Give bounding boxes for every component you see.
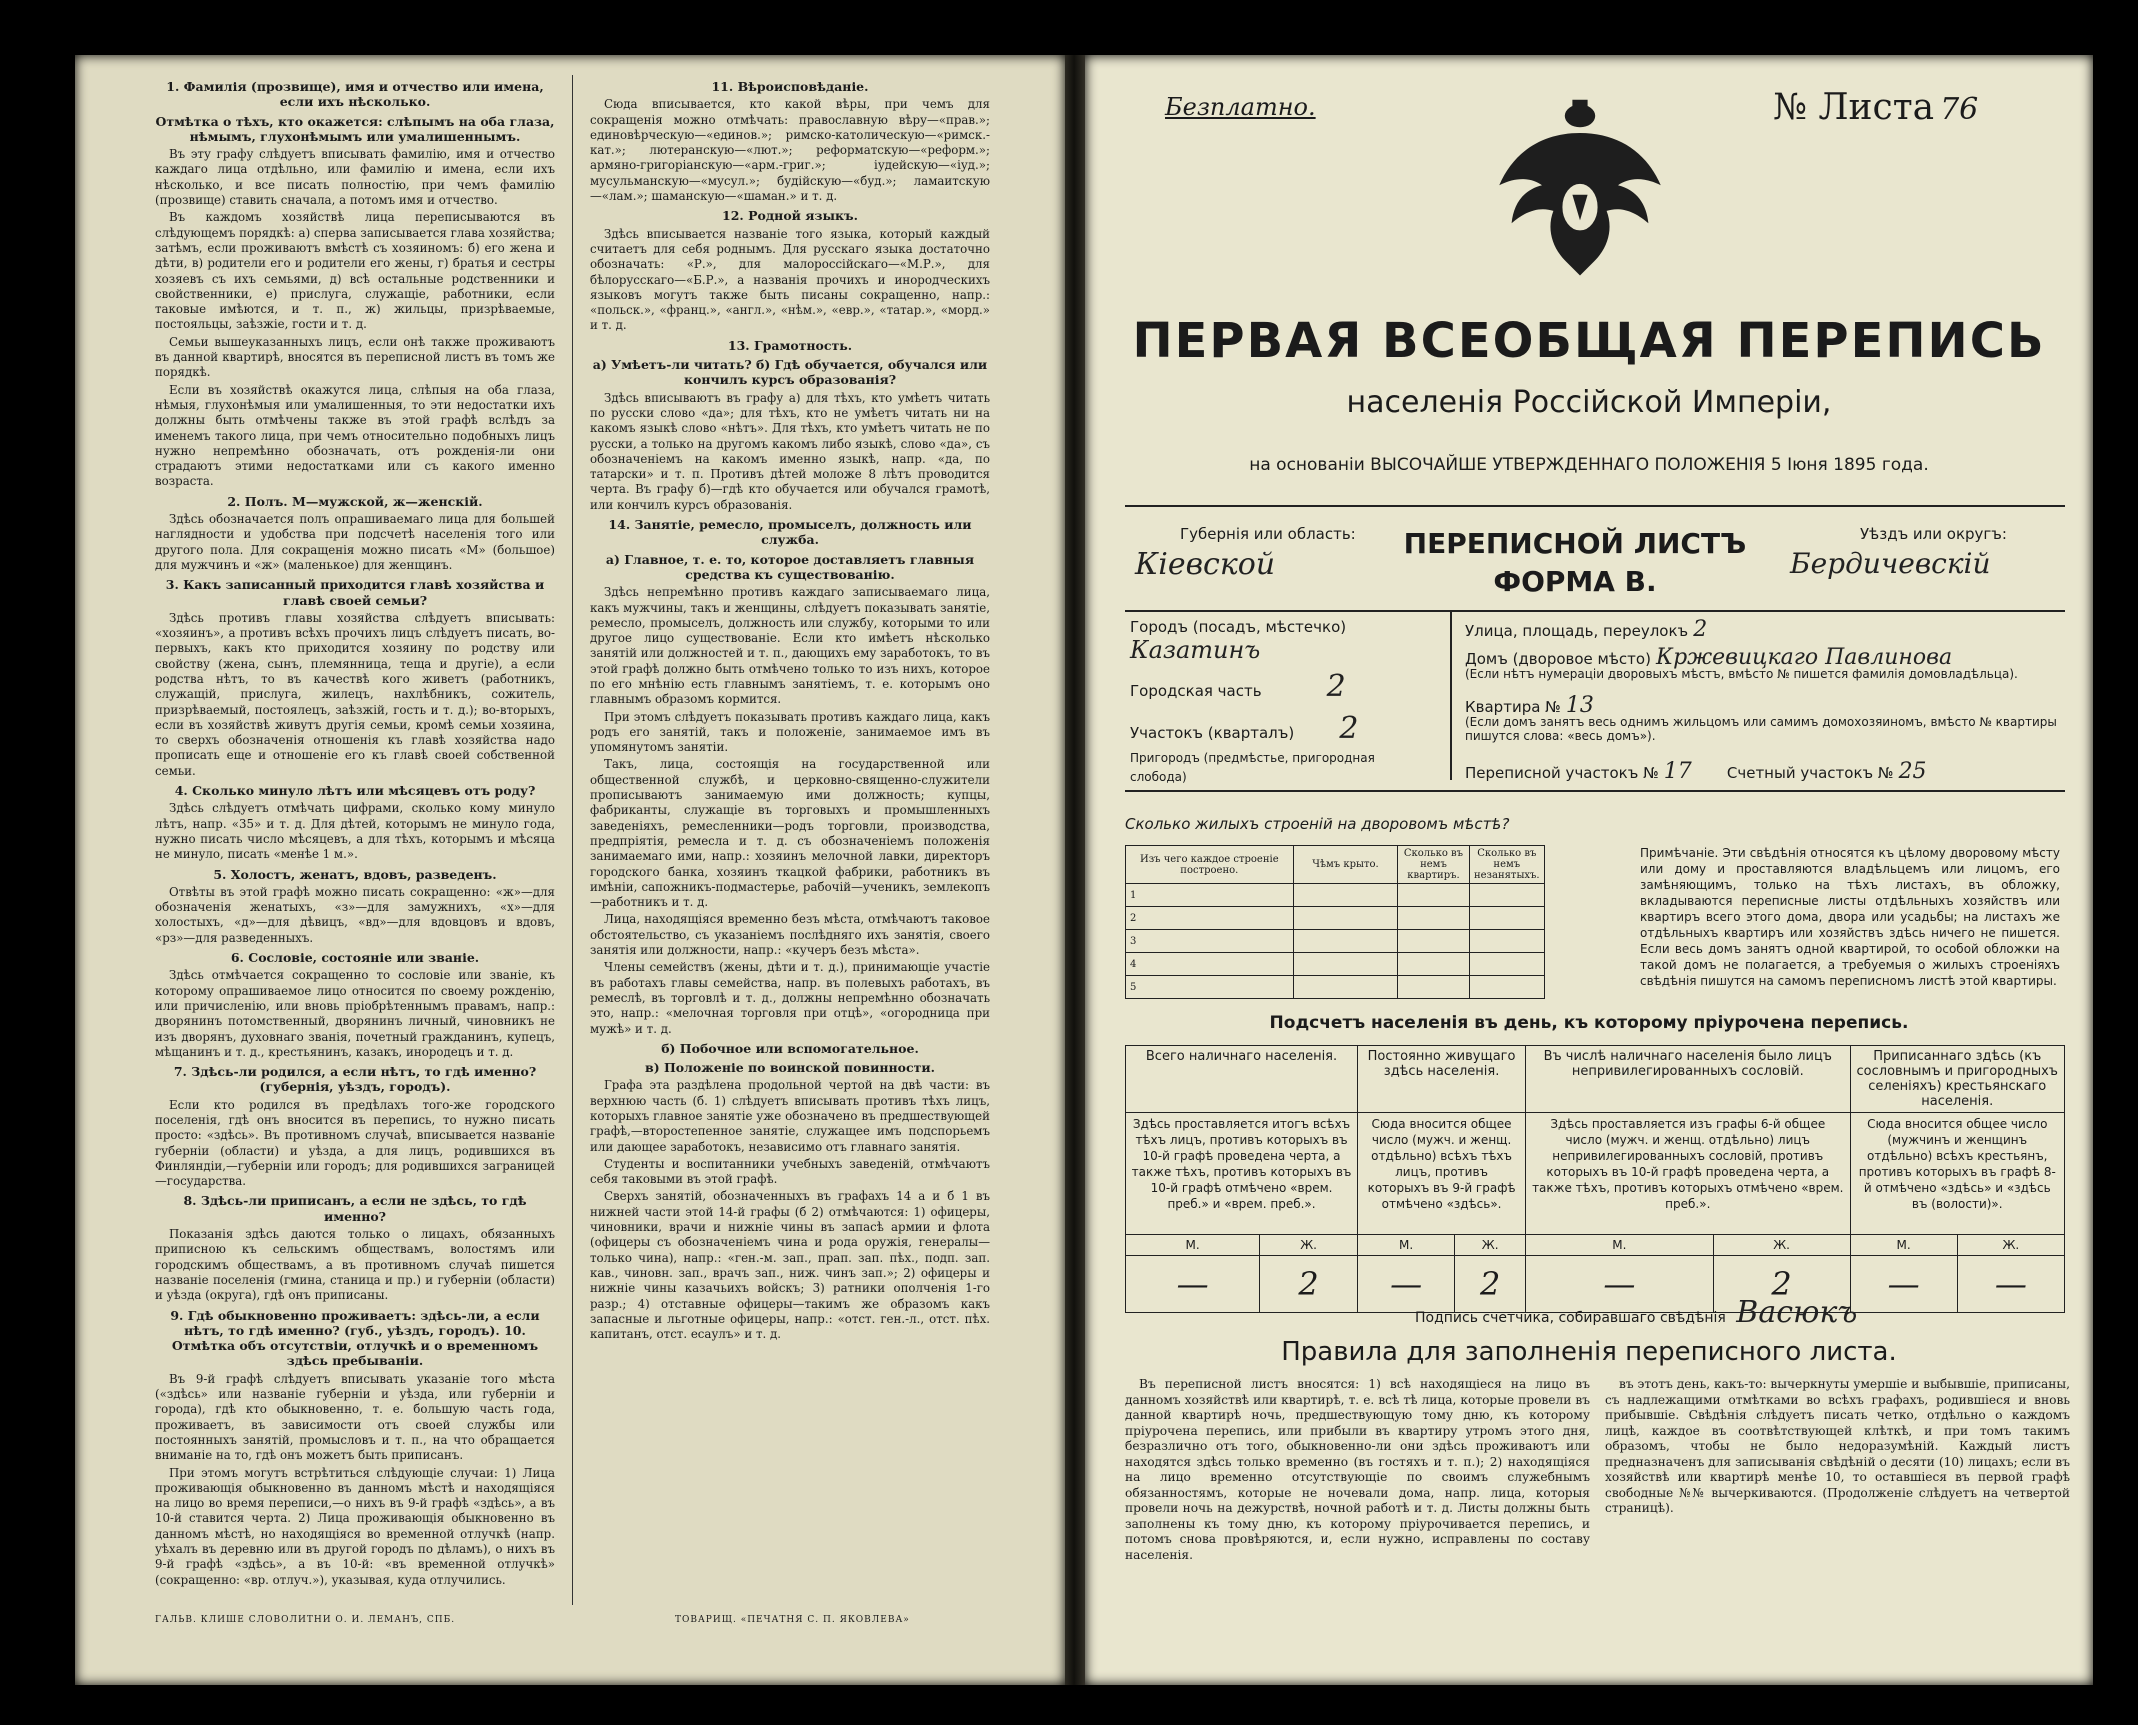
section-heading: 12. Родной языкъ. [722, 208, 858, 224]
paragraph: Въ каждомъ хозяйствѣ лица переписываются въ слѣдующемъ порядкѣ: а) сперва записывается глава хозяйства; затѣмъ, если проживаютъ вмѣстѣ съ хозяиномъ: б) его жена и дѣти, в) родители его и родители его жены, г) братья и сестры хозяевъ съ ихъ семьями, д) всѣ остальные родственники и свойственники, е) прислуга, служащіе, работники, если таковые имѣются, и т. п., ж) жильцы, призрѣваемые, постояльцы, заѣзжіе, гости и т. д. [155, 210, 555, 332]
census-basis: на основаніи ВЫСОЧАЙШЕ УТВЕРЖДЕННАГО ПОЛОЖЕНІЯ 5 Іюня 1895 года. [1249, 455, 1929, 475]
pop-header: Постоянно живущаго здѣсь населенія. [1358, 1046, 1526, 1113]
buildings-header: Изъ чего каждое строеніе построено. [1126, 846, 1294, 884]
buildings-header: Сколько въ немъ квартиръ. [1398, 846, 1469, 884]
gor-chast-label: Городская часть [1130, 682, 1262, 700]
pop-count-value: — [1126, 1256, 1260, 1313]
buildings-note: Примѣчаніе. Эти свѣдѣнія относятся къ цѣлому дворовому мѣсту или дому и проставляются владѣльцемъ или лицомъ, его замѣняющимъ, только на тѣхъ листахъ, въ обложку, вкладываются переписные листы отдѣльныхъ хозяйствъ или квартиръ всего этого дома, двора или усадьбы; на листахъ же отдѣльныхъ квартиръ или хозяйствъ здѣсь ничего не пишется. Если весь домъ занятъ одной квартирой, то особой обложки на такой домъ не полагается, а требуемыя о жилыхъ строеніяхъ свѣдѣнія пишутся на самомъ переписномъ листѣ этой квартиры. [1640, 846, 2060, 988]
section-heading: 1. Фамилія (прозвище), имя и отчество или имена, если ихъ нѣсколько. [166, 79, 544, 110]
buildings-row-number: 1 [1126, 884, 1294, 907]
signature-value: Васюкъ [1736, 1295, 1858, 1330]
location-left [1130, 617, 1430, 785]
buildings-cell [1469, 907, 1544, 930]
uchastok-value: 2 [1339, 711, 1359, 746]
buildings-row [1126, 953, 1545, 976]
buildings-cell [1293, 976, 1398, 999]
buildings-cell [1293, 953, 1398, 976]
section-heading: а) Умѣетъ-ли читать? б) Гдѣ обучается, обучался или кончилъ курсъ образованія? [592, 357, 988, 388]
section-heading: Отмѣтка о тѣхъ, кто окажется: слѣпымъ на оба глаза, нѣмымъ, глухонѣмымъ или умалишеннымъ. [155, 113, 555, 144]
dom-note: (Если нѣтъ нумераціи дворовыхъ мѣстъ, вмѣсто № пишется фамилія домовладѣльца). [1465, 667, 2018, 681]
paragraph: При этомъ слѣдуетъ показывать противъ каждаго лица, какъ родъ его занятій, такъ и положеніе, занимаемое имъ въ упомянутомъ занятіи. [590, 709, 990, 755]
form-title [1365, 525, 1785, 601]
left-page [75, 55, 1065, 1685]
perepis-uch-label: Переписной участокъ № [1465, 764, 1659, 782]
buildings-cell [1469, 953, 1544, 976]
uezd-label: Уѣздъ или округъ: [1860, 525, 2007, 543]
rules-column-1 [1125, 1377, 1590, 1563]
kvartira-label: Квартира № [1465, 698, 1561, 716]
free-label: Безплатно. [1165, 93, 1316, 121]
paragraph: Показанія здѣсь даются только о лицахъ, обязанныхъ приписною къ сельскимъ обществамъ, волостямъ или городскимъ обществамъ, а въ противномъ случаѣ пишется названіе поселенія (гмина, станица и пр.) и губерніи (области) и уѣзда (округа), гдѣ онъ приписаны. [155, 1227, 555, 1303]
pop-count-value: — [1526, 1256, 1714, 1313]
paragraph: Если кто родился въ предѣлахъ того-же городского поселенія, гдѣ онъ вносится въ перепись, то нужно писать просто: «здѣсь». Въ противномъ случаѣ, вписывается названіе губерніи (области) и уѣзда, а для лицъ, родившихся въ Финляндіи,—губерніи или городъ; для родившихся заграницей—государства. [155, 1097, 555, 1189]
section-heading: 9. Гдѣ обыкновенно проживаетъ: здѣсь-ли, а если нѣтъ, то гдѣ именно? (губ., уѣздъ, городъ). 10. Отмѣтка объ отсутствіи, отлучкѣ и о временномъ здѣсь пребываніи. [170, 1307, 540, 1369]
gorod-label: Городъ (посадъ, мѣстечко) [1130, 618, 1347, 636]
dom-value: Кржевицкаго Павлинова [1656, 645, 1953, 670]
section-heading: 3. Какъ записанный приходится главѣ хозяйства и главѣ своей семьи? [165, 577, 545, 608]
paragraph: Здѣсь слѣдуетъ отмѣчать цифрами, сколько кому минуло лѣтъ, напр. «35» и т. д. Для дѣтей, которымъ не минуло года, нужно писать число мѣсяцевъ, а для тѣхъ, которымъ и мѣсяца не минуло, писать «менѣе 1 м.». [155, 801, 555, 862]
pop-desc: Здѣсь проставляется изъ графы 6-й общее число (мужч. и женщ. отдѣльно) лицъ непривилегированныхъ сословій, противъ которыхъ въ 10-й графѣ проведена черта, а также тѣхъ, противъ которыхъ отмѣчено «врем. преб.». [1526, 1113, 1850, 1235]
census-title: ПЕРВАЯ ВСЕОБЩАЯ ПЕРЕПИСЬ [1132, 313, 2046, 369]
pop-sex-label: Ж. [1455, 1235, 1526, 1256]
location-right [1465, 617, 2065, 784]
paragraph: Здѣсь отмѣчается сокращенно то сословіе или званіе, къ которому опрашиваемое лицо относится по своему рожденію, или причисленію, или вновь пріобрѣтеннымъ правамъ, напр.: дворянинъ потомственный, дворянинъ личный, чиновникъ не изъ дворянъ, духовнаго званія, почетный гражданинъ, купецъ, мѣщанинъ и т. д., крестьянинъ, казакъ, инородецъ и т. д. [155, 968, 555, 1059]
prigorod-label: Пригородъ (предмѣстье, пригородная слобода) [1130, 751, 1375, 784]
left-column-2 [590, 75, 990, 1344]
pop-count-value: — [1957, 1256, 2064, 1313]
form-title-line-1: ПЕРЕПИСНОЙ ЛИСТЪ [1403, 527, 1747, 560]
buildings-cell [1293, 930, 1398, 953]
buildings-row-number: 5 [1126, 976, 1294, 999]
buildings-cell [1293, 907, 1398, 930]
pop-desc: Сюда вносится общее число (мужчинъ и женщинъ отдѣльно) всѣхъ крестьянъ, противъ которыхъ въ графѣ 8-й отмѣчено «здѣсь» и «здѣсь въ (волости)». [1850, 1113, 2065, 1235]
divider-address [1125, 610, 2065, 612]
paragraph: Здѣсь противъ главы хозяйства слѣдуетъ вписывать: «хозяинъ», а противъ всѣхъ прочихъ лицъ слѣдуетъ писать, во-первыхъ, какъ кто приходится хозяину по родству или свойству (жена, сынъ, племянница, теща и другіе), а если родства нѣтъ, то въ качествѣ кого живетъ (работникъ, служащій, прислуга, жилецъ, нахлѣбникъ, сожитель, призрѣваемый, постоялецъ, заѣзжій, гость и т. д.); во-вторыхъ, если въ хозяйствѣ живутъ другія семьи, кромѣ семьи хозяина, то сверхъ обозначенія отношенія къ главѣ хозяйства надо прописать еще и отношеніе его къ главѣ своей собственной семьи. [155, 610, 555, 778]
section-heading: 4. Сколько минуло лѣтъ или мѣсяцевъ отъ роду? [174, 783, 536, 799]
right-page [1085, 55, 2093, 1685]
buildings-header: Сколько въ немъ незанятыхъ. [1469, 846, 1544, 884]
pop-sex-label: М. [1358, 1235, 1455, 1256]
dom-label: Домъ (дворовое мѣсто) [1465, 650, 1651, 668]
footer-printer-left: ГАЛЬВ. КЛИШЕ СЛОВОЛИТНИ О. И. ЛЕМАНЪ, СПБ. [155, 1615, 456, 1625]
paragraph: Члены семействъ (жены, дѣти и т. д.), принимающіе участіе въ работахъ главы семейства, напр. въ полевыхъ работахъ, въ ремеслѣ, въ торговлѣ и т. д., должны непремѣнно обозначать это, напр.: «мелочная торговля при отцѣ», «огородница при мужѣ» и т. д. [590, 960, 990, 1036]
pop-sex-label: М. [1126, 1235, 1260, 1256]
paragraph: Здѣсь вписывается названіе того языка, который каждый считаетъ для себя роднымъ. Для русскаго языка достаточно обозначать: «Р.», для малороссійскаго—«М.Р.», для бѣлорусскаго—«Б.Р.», а названія прочихъ и инородческихъ языковъ могутъ также быть писаны сокращенно, напр.: «польск.», «франц.», «англ.», «нѣм.», «евр.», «татар.», «морд.» и т. д. [590, 226, 990, 333]
paragraph: При этомъ могутъ встрѣтиться слѣдующіе случаи: 1) Лица проживающія обыкновенно въ данномъ мѣстѣ и находящіяся на лицо во время переписи,—о нихъ въ 9-й графѣ «здѣсь», а въ 10-й ставится черта. 2) Лица проживающія обыкновенно въ данномъ мѣстѣ, но находящіяся во временной отлучкѣ (напр. уѣхалъ въ деревню или въ другой городъ по дѣламъ), о нихъ въ 9-й графѣ «здѣсь», а въ 10-й: «въ временной отлучкѣ» (сокращенно: «вр. отлуч.»), указывая, куда отлучились. [155, 1465, 555, 1587]
buildings-table [1125, 845, 1545, 999]
divider-address-vertical [1450, 610, 1452, 780]
section-heading: б) Побочное или вспомогательное. [661, 1040, 919, 1056]
paragraph: Сверхъ занятій, обозначенныхъ въ графахъ 14 а и б 1 въ нижней части этой 14-й графы (б 2) отмѣчаются: 1) офицеры, чиновники, врачи и нижніе чины въ запасѣ армии и флота (офицеры съ обозначеніемъ чина и рода оружія, генералы—только чина), напр.: «ген.-м. зап., прап. зап. пѣх., подп. зап. кав., чиновн. зап., врачъ зап., ниж. чинъ зап.»; 2) офицеры и нижніе чины казачьихъ войскъ; 3) ратники ополченія 1-го разр.; 4) отставные офицеры—такимъ же образомъ какъ запасные и льготные офицеры, напр.: «отст. ген.-л., отст. пѣх. капитанъ, отст. есаулъ» и т. д. [590, 1189, 990, 1342]
paragraph: Семьи вышеуказанныхъ лицъ, если онѣ также проживаютъ въ данной квартирѣ, вносятся въ переписной листъ въ томъ же порядкѣ. [155, 334, 555, 380]
buildings-row [1126, 907, 1545, 930]
section-heading: 2. Полъ. М—мужской, ж—женскій. [227, 493, 483, 509]
buildings-cell [1398, 953, 1469, 976]
pop-desc: Здѣсь проставляется итогъ всѣхъ тѣхъ лицъ, противъ которыхъ въ 10-й графѣ проведена черта, а также тѣхъ, противъ которыхъ въ 10-й графѣ отмѣчено «врем. преб.» и «врем. преб.». [1126, 1113, 1358, 1235]
section-heading: 11. Вѣроисповѣданіе. [711, 79, 869, 94]
paragraph: Здѣсь обозначается полъ опрашиваемаго лица для большей наглядности и удобства при подсчетѣ населенія того или другого пола. Для сокращенія можно писать «М» (большое) для мужчинъ и «ж» (маленькое) для женщинъ. [155, 512, 555, 572]
section-heading: 5. Холостъ, женатъ, вдовъ, разведенъ. [213, 866, 497, 882]
paragraph: Такъ, лица, состоящія на государственной или общественной службѣ, и церковно-священно-служители прописываютъ занимаемую ими должность; купцы, фабриканты, служащіе въ торговыхъ и промышленныхъ заведеніяхъ, ремесленники—родъ торговли, производства, предпріятія, ремесла и т. д. съ обозначеніемъ положенія занимаемаго ими, напр.: хозяинъ мелочной лавки, директоръ городского банка, хозяинъ ткацкой фабрики, работникъ въ имѣніи, сапожникъ-подмастерье, рабочій—ученикъ, землекопъ—работникъ и т. д. [590, 757, 990, 910]
ulica-value: 2 [1693, 617, 1708, 642]
buildings-row-number: 2 [1126, 907, 1294, 930]
form-title-line-2: ФОРМА В. [1493, 565, 1657, 598]
paragraph: Въ 9-й графѣ слѣдуетъ вписывать указаніе того мѣста («здѣсь» или названіе губерніи и уѣзда, или губерніи и города), гдѣ кто обыкновенно, т. е. большую часть года, проживаетъ, въ зависимости отъ своей службы или постоянныхъ занятій, промысловъ и т. п., на что обращается вниманіе на то, гдѣ онъ можетъ быть приписанъ. [155, 1371, 555, 1463]
pop-sex-label: М. [1526, 1235, 1714, 1256]
pop-sex-label: Ж. [1713, 1235, 1850, 1256]
pop-desc: Сюда вносится общее число (мужч. и женщ. отдѣльно) всѣхъ тѣхъ лицъ, противъ которыхъ въ 9-й графѣ отмѣчено «здѣсь». [1358, 1113, 1526, 1235]
pop-sex-label: Ж. [1260, 1235, 1358, 1256]
rules-text-1: Въ переписной листъ вносятся: 1) всѣ находящіеся на лицо въ данномъ хозяйствѣ или квартирѣ, т. е. всѣ тѣ лица, которые провели въ данной квартирѣ ночь, предшествующую тому дню, къ которому пріурочена перепись, или прибыли въ квартиру утромъ этого дня, безразлично отъ того, обыкновенно-ли они здѣсь проживаютъ или находятся здѣсь только временно (въ гостяхъ и т. п.); 2) находящіяся на лицо временно отсутствующіе по своимъ служебнымъ обязанностямъ, которые не ночевали дома, напр. лица, которыя провели ночь на дежурствѣ, ночной работѣ и т. д. Листы должны быть заполнены къ тому дню, къ которому пріурочивается перепись, и потомъ снова провѣряются, и, если нужно, исправлены по составу населенія. [1125, 1377, 1590, 1562]
pop-count-value: 2 [1455, 1256, 1526, 1313]
divider-buildings [1125, 790, 2065, 792]
schetny-uch-label: Счетный участокъ № [1726, 764, 1894, 782]
population-title: Подсчетъ населенія въ день, къ которому пріурочена перепись. [1269, 1013, 1909, 1033]
paragraph: Студенты и воспитанники учебныхъ заведеній, отмѣчаютъ себя таковыми въ этой графѣ. [590, 1156, 990, 1187]
buildings-row [1126, 884, 1545, 907]
gubernia-label: Губернія или область: [1180, 525, 1356, 543]
paragraph: Если въ хозяйствѣ окажутся лица, слѣпыя на оба глаза, нѣмыя, глухонѣмыя или умалишенныя, то эти недостатки ихъ должны быть отмѣчены также въ этой графѣ вслѣдъ за именемъ такого лица, при чемъ относительно подобныхъ лицъ нужно непремѣнно обозначать, отъ рожденія-ли они страдаютъ этими недостатками или съ какого именно возраста. [155, 382, 555, 489]
population-table [1125, 1045, 2065, 1313]
pop-count-value: — [1850, 1256, 1957, 1313]
buildings-row [1126, 976, 1545, 999]
buildings-row [1126, 930, 1545, 953]
sheet-number [1773, 87, 1978, 128]
buildings-row-number: 3 [1126, 930, 1294, 953]
pop-header: Приписаннаго здѣсь (къ сословнымъ и пригородныхъ селеніяхъ) крестьянскаго населенія. [1850, 1046, 2065, 1113]
gor-chast-value: 2 [1326, 669, 1346, 704]
buildings-question: Сколько жилыхъ строеній на дворовомъ мѣстѣ? [1125, 815, 1510, 833]
section-heading: 13. Грамотность. [727, 337, 853, 353]
uezd-value: Бердичевскій [1790, 547, 1991, 580]
rules-column-2 [1605, 1377, 2070, 1517]
column-divider [572, 75, 573, 1605]
ulica-label: Улица, площадь, переулокъ [1465, 622, 1689, 640]
rules-title: Правила для заполненія переписного листа. [1281, 1337, 1897, 1367]
signature-label: Подпись счетчика, собиравшаго свѣдѣнія [1415, 1310, 1726, 1326]
uezd-block [1785, 525, 2065, 580]
section-heading: 6. Сословіе, состояніе или званіе. [230, 950, 480, 966]
pop-sex-label: Ж. [1957, 1235, 2064, 1256]
uchastok-label: Участокъ (кварталъ) [1130, 724, 1295, 742]
paragraph: Отвѣты въ этой графѣ можно писать сокращенно: «ж»—для обозначенія женатыхъ, «з»—для замужнихъ, «х»—для холостыхъ, «д»—для дѣвицъ, «вд»—для вдовцовъ и вдовъ, «рз»—для разведенныхъ. [155, 884, 555, 945]
buildings-cell [1293, 884, 1398, 907]
section-heading: 14. Занятіе, ремесло, промыселъ, должность или служба. [608, 517, 972, 548]
section-heading: в) Положеніе по воинской повинности. [645, 1060, 935, 1076]
pop-count-value: 2 [1260, 1256, 1358, 1313]
perepis-uch-value: 17 [1663, 759, 1692, 784]
pop-count-value: 2 [1713, 1256, 1850, 1313]
pop-header: Въ числѣ наличнаго населенія было лицъ непривилегированныхъ сословій. [1526, 1046, 1850, 1113]
section-heading: 8. Здѣсь-ли приписанъ, а если не здѣсь, то гдѣ именно? [183, 1193, 527, 1224]
pop-sex-label: М. [1850, 1235, 1957, 1256]
paragraph: Графа эта раздѣлена продольной чертой на двѣ части: въ верхнюю часть (б. 1) слѣдуетъ вписывать противъ тѣхъ лицъ, которыхъ главное занятіе уже обозначено въ предшествующей графѣ,—второстепенное занятіе, служащее имъ подспорьемъ или дающее заработокъ, независимо отъ главнаго занятія. [590, 1078, 990, 1154]
gubernia-block [1125, 525, 1356, 582]
paragraph: Здѣсь непремѣнно противъ каждаго записываемаго лица, какъ мужчины, такъ и женщины, слѣдуетъ показывать занятіе, ремесло, промыселъ, должность или службу, которыми то или другое лицо существованіе. Если кто имѣетъ нѣсколько занятій или должностей и т. п., дающихъ ему заработокъ, то въ этой графѣ должно быть отмѣчено только то изъ нихъ, которое по его мнѣнію есть главнымъ занятіемъ, т. е. которымъ оно главнымъ образомъ кормится. [590, 585, 990, 707]
buildings-header: Чѣмъ крыто. [1293, 846, 1398, 884]
pop-count-value: — [1358, 1256, 1455, 1313]
buildings-cell [1469, 976, 1544, 999]
paragraph: Въ эту графу слѣдуетъ вписывать фамилію, имя и отчество каждаго лица отдѣльно, или фамилію и имена, если ихъ нѣсколько, и все писать полностію, при чемъ фамилію (прозвище) ставить сначала, а потомъ имя и отчество. [155, 147, 555, 208]
buildings-cell [1469, 884, 1544, 907]
gorod-value: Казатинъ [1130, 636, 1261, 664]
pop-header: Всего наличнаго населенія. [1126, 1046, 1358, 1113]
divider-top [1125, 505, 2065, 507]
buildings-cell [1398, 930, 1469, 953]
schetny-uch-value: 25 [1898, 759, 1927, 784]
footer-printer-right: ТОВАРИЩ. «ПЕЧАТНЯ С. П. ЯКОВЛЕВА» [675, 1615, 910, 1625]
buildings-cell [1398, 907, 1469, 930]
sheet-number-value: 76 [1940, 92, 1979, 127]
paragraph: Здѣсь вписываютъ въ графу а) для тѣхъ, кто умѣетъ читать по русски слово «да»; для тѣхъ, кто не умѣетъ читать ни на какомъ языкѣ слово «нѣтъ». Для тѣхъ, кто умѣетъ читать не по русски, а только на другомъ какомъ либо языкѣ, слово «да», съ обозначеніемъ на какомъ именно языкѣ, напр. «да, по татарски» и т. п. Противъ дѣтей моложе 8 лѣтъ проводится черта. Въ графу б)—гдѣ кто обучается или обучался грамотѣ, или кончилъ курсъ образованія. [590, 390, 990, 512]
buildings-cell [1469, 930, 1544, 953]
section-heading: а) Главное, т. е. то, которое доставляетъ главныя средства къ существованію. [605, 551, 975, 582]
left-column-1 [155, 75, 555, 1590]
section-heading: 7. Здѣсь-ли родился, а если нѣтъ, то гдѣ именно? (губернія, уѣздъ, городъ). [173, 1064, 537, 1095]
sheet-number-label: № Листа [1773, 87, 1935, 128]
kvartira-value: 13 [1565, 693, 1594, 718]
signature-block [1415, 1295, 1857, 1330]
buildings-cell [1398, 884, 1469, 907]
kvartira-note: (Если домъ занятъ весь однимъ жильцомъ или самимъ домохозяиномъ, вмѣсто № квартиры пишутся слова: «весь домъ»). [1465, 715, 2057, 743]
gubernia-value: Кіевской [1135, 547, 1276, 582]
census-subtitle: населенія Россійской Имперіи, [1346, 385, 1832, 420]
rules-text-2: въ этотъ день, какъ-то: вычеркнуты умершіе и выбывшіе, приписаны, съ надлежащими отмѣтками во всѣхъ графахъ, родившіеся и вновь прибывшіе. Свѣдѣнія слѣдуетъ писать четко, отдѣльно о каждомъ лицѣ, каждое въ соотвѣтствующей клѣткѣ, и при томъ такимъ образомъ, чтобы не было недоразумѣній. Каждый листъ предназначенъ для записыванія свѣдѣній о десяти (10) лицахъ; если въ хозяйствѣ или квартирѣ менѣе 10, то оставшіеся въ первой графѣ свободные №№ вычеркиваются. (Продолженіе слѣдуетъ на четвертой страницѣ). [1605, 1377, 2070, 1515]
buildings-row-number: 4 [1126, 953, 1294, 976]
buildings-cell [1398, 976, 1469, 999]
paragraph: Лица, находящіяся временно безъ мѣста, отмѣчаютъ таковое обстоятельство, съ указаніемъ послѣдняго ихъ занятія, своего занятія или должности, напр.: «кучеръ безъ мѣста». [590, 912, 990, 958]
imperial-eagle-emblem [1485, 95, 1675, 285]
paragraph: Сюда вписывается, кто какой вѣры, при чемъ для сокращенія можно отмѣчать: православную вѣру—«прав.»; единовѣрческую—«единов.»; римско-католическую—«римск.-кат.»; лютеранскую—«лют.»; реформатскую—«реформ.»; армяно-григоріанскую—«арм.-григ.»; іудейскую—«іуд.»; мусульманскую—«мусул.»; будійскую—«буд.»; ламаитскую—«лам.»; шаманскую—«шаман.» и т. д. [590, 97, 990, 204]
